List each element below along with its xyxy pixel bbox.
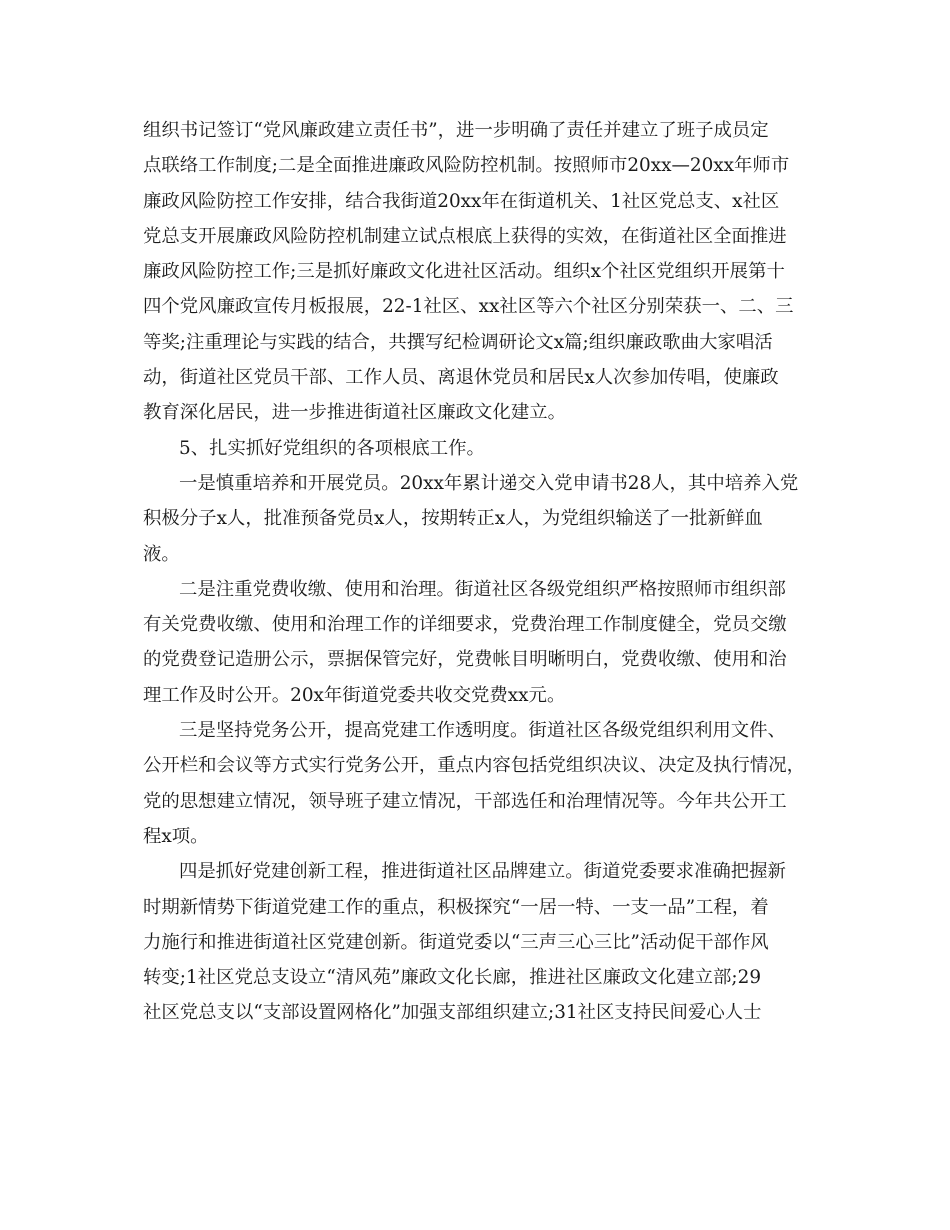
section-heading: 5、扎实抓好党组织的各项根底工作。 bbox=[179, 437, 485, 459]
text-line: 党总支开展廉政风险防控机制建立试点根底上获得的实效，在街道社区全面推进 bbox=[143, 225, 787, 247]
text-line: 理工作及时公开。20x年街道党委共收交党费xx元。 bbox=[143, 684, 566, 706]
body-text bbox=[143, 113, 813, 1031]
text-line: 程x项。 bbox=[143, 825, 209, 847]
text-line: 党的思想建立情况，领导班子建立情况，干部选任和治理情况等。今年共公开工 bbox=[143, 790, 787, 812]
text-line: 组织书记签订“党风廉政建立责任书”，进一步明确了责任并建立了班子成员定 bbox=[143, 120, 769, 141]
text-line: 有关党费收缴、使用和治理工作的详细要求，党费治理工作制度健全，党员交缴 bbox=[143, 614, 787, 636]
text-line: 公开栏和会议等方式实行党务公开，重点内容包括党组织决议、决定及执行情况， bbox=[143, 755, 806, 777]
text-line: 一是慎重培养和开展党员。20xx年累计递交入党申请书28人，其中培养入党 bbox=[179, 472, 799, 494]
text-line: 等奖;注重理论与实践的结合，共撰写纪检调研论文x篇;组织廉政歌曲大家唱活 bbox=[143, 331, 773, 353]
text-line: 社区党总支以“支部设置网格化”加强支部组织建立;31社区支持民间爱心人士 bbox=[143, 1002, 762, 1024]
text-line: 廉政风险防控工作安排，结合我街道20xx年在街道机关、1社区党总支、x社区 bbox=[143, 190, 780, 212]
text-line: 三是坚持党务公开，提高党建工作透明度。街道社区各级党组织利用文件、 bbox=[179, 720, 786, 742]
text-line: 四是抓好党建创新工程，推进街道社区品牌建立。街道党委要求准确把握新 bbox=[179, 861, 786, 883]
text-line: 动，街道社区党员干部、工作人员、离退休党员和居民x人次参加传唱，使廉政 bbox=[143, 367, 779, 389]
text-line: 时期新情势下街道党建工作的重点，积极探究“一居一特、一支一品”工程，着 bbox=[143, 896, 769, 918]
text-line: 积极分子x人，批准预备党员x人，按期转正x人，为党组织输送了一批新鲜血 bbox=[143, 508, 763, 530]
text-line: 教育深化居民，进一步推进街道社区廉政文化建立。 bbox=[143, 402, 566, 424]
text-line: 廉政风险防控工作;三是抓好廉政文化进社区活动。组织x个社区党组织开展第十 bbox=[143, 261, 785, 283]
text-line: 力施行和推进街道社区党建创新。街道党委以“三声三心三比”活动促干部作风 bbox=[143, 931, 769, 953]
text-line: 点联络工作制度;二是全面推进廉政风险防控机制。按照师市20xx—20xx年师市 bbox=[143, 155, 790, 177]
text-line: 四个党风廉政宣传月板报展，22-1社区、xx社区等六个社区分别荣获一、二、三 bbox=[143, 296, 794, 318]
text-line: 液。 bbox=[143, 543, 180, 565]
text-line: 二是注重党费收缴、使用和治理。街道社区各级党组织严格按照师市组织部 bbox=[179, 578, 786, 600]
text-line: 转变;1社区党总支设立“清风苑”廉政文化长廊，推进社区廉政文化建立部;29 bbox=[143, 967, 762, 989]
text-line: 的党费登记造册公示，票据保管完好，党费帐目明晰明白，党费收缴、使用和治 bbox=[143, 649, 787, 671]
